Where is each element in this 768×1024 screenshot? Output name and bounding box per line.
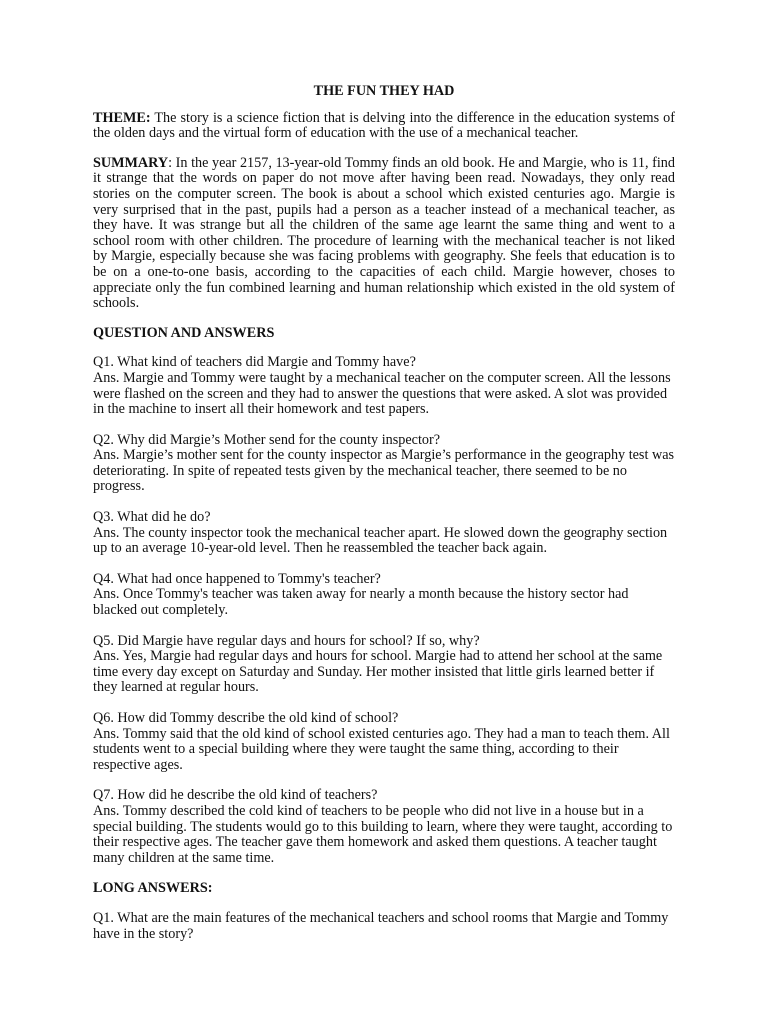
answer-text: Ans. Margie’s mother sent for the county inspector as Margie’s performance in the geography test was deteriorating. In spite of repeated tests given by the mechanical teacher, there seemed to be no progress. bbox=[93, 447, 675, 495]
qa-heading: QUESTION AND ANSWERS bbox=[93, 324, 275, 341]
qa-item-3 bbox=[93, 510, 675, 557]
qa-item-2 bbox=[93, 433, 675, 495]
answer-text: Ans. Yes, Margie had regular days and hours for school. Margie had to attend her school at the same time every day except on Saturday and Sunday. Her mother insisted that little girls learned better if they learned at regular hours. bbox=[93, 648, 663, 696]
question-text: Q1. What kind of teachers did Margie and Tommy have? bbox=[93, 354, 416, 371]
document-page bbox=[93, 84, 675, 957]
answer-text: Ans. Tommy said that the old kind of school existed centuries ago. They had a man to teach them. All students went to a special building where they were taught the same thing, according to their respective ages. bbox=[93, 725, 670, 773]
summary-paragraph bbox=[93, 156, 675, 312]
long-answers-heading: LONG ANSWERS: bbox=[93, 880, 213, 897]
summary-text: : In the year 2157, 13-year-old Tommy finds an old book. He and Margie, who is 11, find it strange that the words on paper do not move after having been read. Nowadays, they only read stories on the computer screen. The book is about a school which existed centuries ago. Margie is very surprised that in the past, pupils had a person as a teacher instead of a mechanical teacher, as they have. It was strange but all the children of the same age learnt the same thing and went to a school room with other children. The procedure of learning with the mechanical teacher is not liked by Margie, especially because she was facing problems with geography. She feels that education is to be on a one-to-one basis, according to the capacities of each child. Margie however, choses to appreciate only the fun combined learning and human relationship which existed in the old system of schools. bbox=[93, 154, 675, 312]
qa-item-4 bbox=[93, 572, 675, 619]
theme-label: THEME: bbox=[93, 109, 151, 126]
summary-label: SUMMARY bbox=[93, 154, 169, 171]
question-text: Q5. Did Margie have regular days and hours for school? If so, why? bbox=[93, 632, 480, 649]
question-text: Q6. How did Tommy describe the old kind of school? bbox=[93, 710, 399, 726]
question-text: Q7. How did he describe the old kind of teachers? bbox=[93, 787, 378, 804]
long-question-1 bbox=[93, 911, 675, 942]
answer-text: Ans. Once Tommy's teacher was taken away for nearly a month because the history sector had blacked out completely. bbox=[93, 586, 629, 619]
qa-item-1 bbox=[93, 355, 675, 417]
theme-text: The story is a science fiction that is delving into the difference in the education systems of the olden days and the virtual form of education with the use of a mechanical teacher. bbox=[93, 109, 675, 142]
qa-item-6 bbox=[93, 711, 675, 773]
question-text: Q1. What are the main features of the mechanical teachers and school rooms that Margie and Tommy have in the story? bbox=[93, 909, 669, 942]
qa-item-7 bbox=[93, 788, 675, 866]
answer-text: Ans. Margie and Tommy were taught by a mechanical teacher on the computer screen. All the lessons were flashed on the screen and they had to answer the questions that were asked. A slot was provided in the machine to insert all their homework and test papers. bbox=[93, 369, 671, 418]
qa-item-5 bbox=[93, 634, 675, 696]
document-title: THE FUN THEY HAD bbox=[313, 83, 455, 99]
question-text: Q2. Why did Margie’s Mother send for the county inspector? bbox=[93, 431, 440, 448]
theme-paragraph bbox=[93, 111, 675, 142]
answer-text: Ans. The county inspector took the mechanical teacher apart. He slowed down the geography section up to an average 10-year-old level. Then he reassembled the teacher back again. bbox=[93, 524, 668, 557]
answer-text: Ans. Tommy described the cold kind of teachers to be people who did not live in a house but in a special building. The students would go to this building to learn, where they were taught, according to their respective ages. The teacher gave them homework and asked them questions. A teacher taught many children at the same time. bbox=[93, 802, 673, 866]
question-text: Q3. What did he do? bbox=[93, 509, 211, 526]
question-text: Q4. What had once happened to Tommy's teacher? bbox=[93, 570, 381, 587]
